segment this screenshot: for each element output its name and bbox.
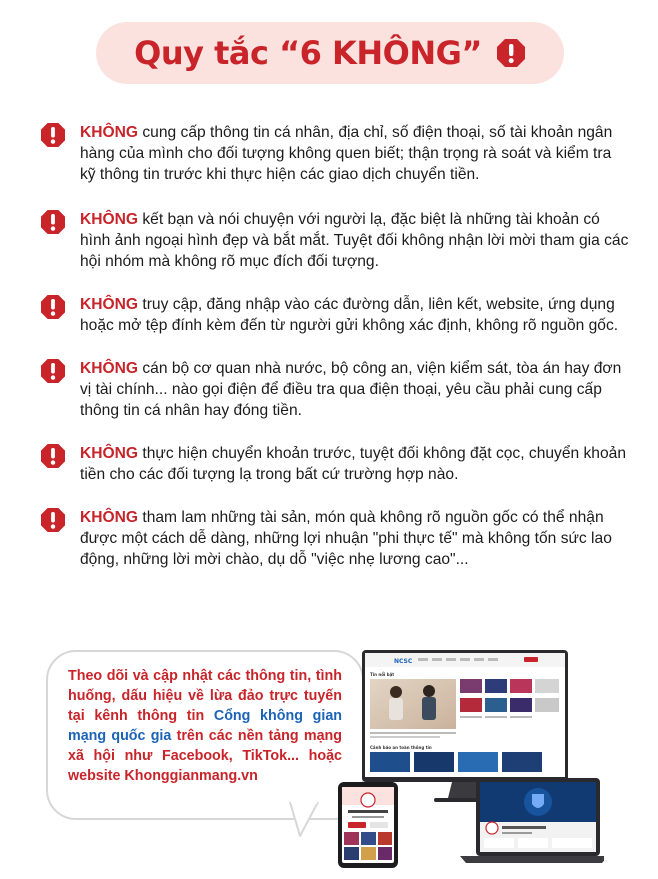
warning-octagon-icon <box>40 507 66 533</box>
rule-body: kết bạn và nói chuyện với người lạ, đặc biệt là những tài khoản có hình ảnh ngoại hình đẹp và bắt mắt. Tuyệt đối không nhận lời mời tham gia các hội nhóm mà không rõ mục đích đối tượng. <box>80 211 629 270</box>
rule-keyword: KHÔNG <box>80 296 139 313</box>
laptop-section-1: Tin nổi bật <box>370 672 395 677</box>
laptop <box>460 778 604 863</box>
rule-item <box>40 294 630 336</box>
rule-keyword: KHÔNG <box>80 445 139 462</box>
title-banner <box>96 22 564 84</box>
rule-keyword: KHÔNG <box>80 509 139 526</box>
rule-text <box>80 209 630 272</box>
callout-text <box>68 666 342 786</box>
rule-keyword: KHÔNG <box>80 124 139 141</box>
warning-octagon-icon <box>40 209 66 235</box>
rule-body: cán bộ cơ quan nhà nước, bộ công an, viện kiểm sát, tòa án hay đơn vị tài chính... nào gọi điện để điều tra qua điện thoại, yêu cầu phải cung cấp thông tin cá nhân hay đóng tiền. <box>80 360 622 419</box>
rule-text <box>80 443 630 485</box>
callout-highlight: Cổng không gian mạng quốc gia <box>68 708 342 744</box>
rule-item <box>40 358 630 421</box>
rule-item <box>40 122 630 185</box>
rule-item <box>40 507 630 570</box>
rule-body: truy cập, đăng nhập vào các đường dẫn, liên kết, website, ứng dụng hoặc mở tệp đính kèm đến từ người gửi không xác định, không rõ nguồn gốc. <box>80 296 619 334</box>
rule-keyword: KHÔNG <box>80 360 139 377</box>
rule-text <box>80 507 630 570</box>
rule-text <box>80 358 630 421</box>
rules-list <box>40 122 630 592</box>
rule-item <box>40 443 630 485</box>
callout-text-after: trên các nền tảng mạng xã hội như Facebook, TikTok... hoặc website Khonggianmang.vn <box>68 728 342 784</box>
rule-body: cung cấp thông tin cá nhân, địa chỉ, số điện thoại, số tài khoản ngân hàng của mình cho đối tượng không quen biết; thận trọng rà soát và kiểm tra kỹ thông tin trước khi thực hiện các giao dịch chuyển tiền. <box>80 124 613 183</box>
rule-keyword: KHÔNG <box>80 211 139 228</box>
exclamation-octagon-icon <box>496 38 526 68</box>
warning-octagon-icon <box>40 294 66 320</box>
callout-text-before: Theo dõi và cập nhật các thông tin, tình huống, dấu hiệu về lừa đảo trực tuyến tại kênh thông tin <box>68 668 342 724</box>
warning-octagon-icon <box>40 122 66 148</box>
callout-tail <box>288 800 328 840</box>
warning-octagon-icon <box>40 358 66 384</box>
laptop-logo: NCSC <box>394 658 413 665</box>
rule-text <box>80 122 630 185</box>
rule-body: thực hiện chuyển khoản trước, tuyệt đối không đặt cọc, chuyển khoản tiền cho các đối tượng lạ trong bất cứ trường hợp nào. <box>80 445 626 483</box>
info-callout <box>46 650 364 820</box>
rule-text <box>80 294 630 336</box>
rule-body: tham lam những tài sản, món quà không rõ nguồn gốc có thể nhận được một cách dễ dàng, những lợi nhuận "phi thực tế" mà không tốn sức lao động, những lời mời chào, dụ dỗ "việc nhẹ lương cao"... <box>80 509 612 568</box>
rule-item <box>40 209 630 272</box>
warning-octagon-icon <box>40 443 66 469</box>
page-title: Quy tắc “6 KHÔNG” <box>134 34 482 72</box>
phone <box>338 782 398 868</box>
laptop-section-2: Cảnh báo an toàn thông tin <box>370 745 432 750</box>
devices-illustration <box>334 648 604 870</box>
